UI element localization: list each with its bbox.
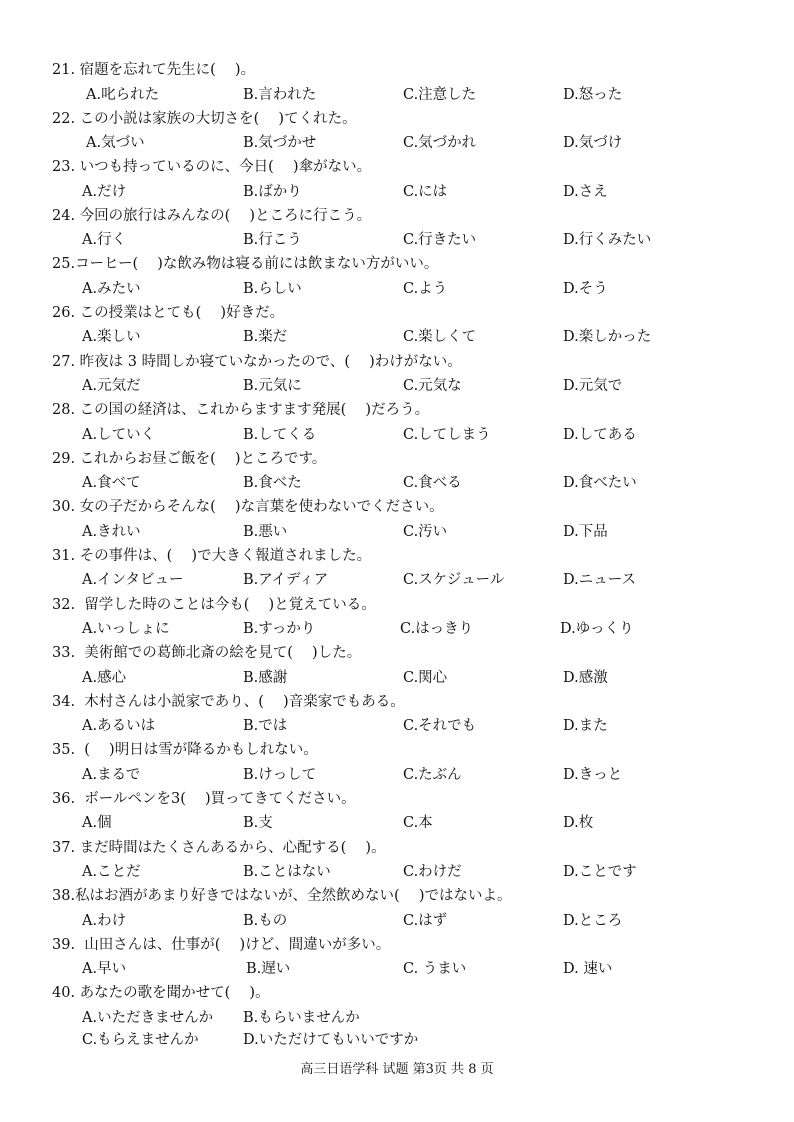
option-d: D.ニュース (563, 572, 636, 589)
question-number: 27. (52, 353, 76, 370)
question-number: 26. (52, 304, 76, 321)
question-number: 36. (52, 790, 76, 807)
question-35 (0, 740, 794, 789)
question-stem (52, 740, 318, 760)
option-a: A.行く (82, 232, 127, 249)
option-c: C.もらえませんか (82, 1032, 199, 1049)
option-b: B.遅い (246, 961, 291, 978)
option-a: A.気づい (86, 135, 145, 152)
option-c: C. うまい (403, 961, 467, 978)
option-b: B.行こう (243, 232, 302, 249)
option-a: A.だけ (82, 183, 127, 200)
question-stem (52, 157, 371, 177)
option-a: A.いっしょに (82, 621, 170, 638)
option-b: B.ばかり (243, 183, 302, 200)
question-text: まだ時間はたくさんあるから、心配する( )。 (79, 839, 386, 856)
option-a: A.いただきませんか (82, 1009, 214, 1026)
question-28 (0, 400, 794, 449)
option-b: B.もらいませんか (243, 1009, 360, 1026)
option-c: C.楽しくて (403, 329, 477, 346)
option-a: A.インタビュー (82, 572, 184, 589)
question-stem (52, 109, 357, 129)
option-d: D.下品 (563, 523, 608, 540)
option-a: A.あるいは (82, 718, 156, 735)
question-37 (0, 838, 794, 887)
question-stem (52, 935, 390, 955)
option-c: C.してしまう (403, 426, 491, 443)
question-29 (0, 449, 794, 498)
question-number: 21. (52, 62, 76, 78)
option-b: B.楽だ (243, 329, 288, 346)
question-38 (0, 886, 794, 935)
option-a: A.感心 (82, 669, 127, 686)
option-c: C.気づかれ (403, 135, 477, 152)
option-d: D.怒った (563, 86, 623, 103)
question-25 (0, 254, 794, 303)
question-stem (52, 983, 270, 1003)
question-number: 22. (52, 110, 76, 127)
question-number: 25. (52, 256, 76, 273)
question-stem (52, 595, 376, 615)
question-number: 34. (52, 693, 76, 710)
option-a: A.まるで (82, 766, 141, 783)
question-stem (52, 60, 255, 80)
question-text: 宿題を忘れて先生に( )。 (79, 62, 256, 78)
option-c: C.はっきり (400, 621, 474, 638)
option-b: B.食べた (243, 475, 302, 492)
option-b: B.では (243, 718, 288, 735)
question-text: 山田さんは、仕事が( )けど、間違いが多い。 (84, 936, 391, 953)
question-stem (52, 206, 371, 226)
option-d: D.行くみたい (563, 232, 652, 249)
question-text: 昨夜は 3 時間しか寝ていなかったので、( )わけがない。 (79, 353, 462, 370)
option-a: A.みたい (82, 280, 141, 297)
question-number: 31. (52, 547, 76, 564)
option-c: C.元気な (403, 378, 462, 395)
option-a: A.きれい (82, 523, 141, 540)
option-d: D.ゆっくり (560, 621, 634, 638)
option-d: D.ことです (563, 864, 637, 880)
question-number: 33. (52, 645, 76, 662)
question-text: その事件は、( )で大きく報道されました。 (79, 547, 372, 564)
question-40 (0, 983, 794, 1055)
option-c: C.はず (403, 912, 448, 929)
option-c: C.スケジュール (403, 572, 505, 589)
option-b: B.らしい (243, 280, 302, 297)
question-text: 美術館での葛飾北斎の絵を見て( )した。 (84, 645, 362, 662)
option-a: A.個 (82, 815, 112, 832)
option-a: A.ことだ (82, 864, 141, 880)
option-b: B.支 (243, 815, 273, 832)
question-text: 女の子だからそんな( )な言葉を使わないでください。 (79, 499, 444, 516)
question-39 (0, 935, 794, 984)
question-number: 35. (52, 742, 76, 759)
question-number: 40. (52, 985, 76, 1002)
option-c: C.行きたい (403, 232, 477, 249)
question-stem (52, 546, 371, 566)
page-footer: 高三日语学科 试题 第3页 共 8 页 (300, 1062, 494, 1077)
option-c: C.それでも (403, 718, 477, 735)
question-stem (52, 254, 438, 274)
question-number: 23. (52, 159, 76, 176)
option-b: B.してくる (243, 426, 317, 443)
option-c: C.本 (403, 815, 433, 832)
option-a: A.叱られた (86, 86, 160, 103)
question-26 (0, 303, 794, 352)
option-b: B.気づかせ (243, 135, 317, 152)
question-22 (0, 109, 794, 158)
option-b: B.感謝 (243, 669, 288, 686)
option-c: C.食べる (403, 475, 462, 492)
option-a: A.早い (82, 961, 127, 978)
question-number: 24. (52, 207, 76, 224)
option-b: B.けっして (243, 766, 317, 783)
option-b: B.言われた (243, 86, 317, 103)
question-36 (0, 789, 794, 838)
question-number: 32. (52, 596, 76, 613)
question-stem (52, 692, 405, 712)
option-c: C.には (403, 183, 448, 200)
question-text: 私はお酒があまり好きではないが、全然飲めない( )ではないよ。 (75, 888, 512, 905)
option-b: B.ことはない (243, 864, 331, 880)
question-30 (0, 497, 794, 546)
question-number: 29. (52, 450, 76, 467)
question-text: これからお昼ご飯を( )ところです。 (79, 450, 327, 467)
option-d: D.元気で (563, 378, 623, 395)
question-23 (0, 157, 794, 206)
option-b: B.アイディア (243, 572, 329, 589)
option-d: D.いただけてもいいですか (243, 1032, 419, 1049)
option-c: C.よう (403, 280, 448, 297)
question-stem (52, 497, 444, 517)
question-number: 39. (52, 936, 76, 953)
question-stem (52, 352, 462, 372)
question-text: コーヒー( )な飲み物は寝る前には飲まない方がいい。 (75, 256, 439, 273)
question-text: いつも持っているのに、今日( )傘がない。 (79, 159, 372, 176)
option-b: B.すっかり (243, 621, 316, 638)
option-c: C.関心 (403, 669, 448, 686)
question-stem (52, 789, 356, 809)
option-b: B.もの (243, 912, 288, 929)
option-d: D.また (563, 718, 608, 735)
option-a: A.わけ (82, 912, 127, 929)
option-d: D.感激 (563, 669, 608, 686)
question-stem (52, 400, 429, 420)
option-c: C.わけだ (403, 864, 462, 880)
option-a: A.食べて (82, 475, 141, 492)
question-text: この国の経済は、これからますます発展( )だろう。 (79, 402, 430, 419)
option-d: D.そう (563, 280, 608, 297)
question-text: ボールペンを3( )買ってきてください。 (84, 790, 356, 807)
question-text: 木村さんは小説家であり、( )音楽家でもある。 (84, 693, 405, 710)
question-stem (52, 886, 511, 906)
question-number: 37. (52, 839, 76, 856)
question-stem (52, 838, 386, 858)
question-31 (0, 546, 794, 595)
option-a: A.元気だ (82, 378, 141, 395)
question-text: この授業はとても( )好きだ。 (79, 304, 285, 321)
option-d: D.食べたい (563, 475, 637, 492)
option-c: C.注意した (403, 86, 477, 103)
question-number: 38. (52, 888, 76, 905)
question-32 (0, 595, 794, 644)
question-text: あなたの歌を聞かせて( )。 (79, 985, 270, 1002)
option-a: A.していく (82, 426, 156, 443)
question-stem (52, 303, 284, 323)
option-c: C.たぶん (403, 766, 462, 783)
option-b: B.悪い (243, 523, 288, 540)
question-number: 28. (52, 402, 76, 419)
option-d: D.気づけ (563, 135, 623, 152)
option-d: D.してある (563, 426, 637, 443)
question-21 (0, 60, 794, 109)
option-d: D.さえ (563, 183, 608, 200)
option-d: D. 速い (563, 961, 613, 978)
option-d: D.枚 (563, 815, 594, 832)
question-text: この小説は家族の大切さを( )てくれた。 (79, 110, 357, 127)
question-stem (52, 449, 326, 469)
question-text: 留学した時のことは今も( )と覚えている。 (84, 596, 376, 613)
question-34 (0, 692, 794, 741)
option-d: D.ところ (563, 912, 623, 929)
option-d: D.きっと (563, 766, 623, 783)
question-27 (0, 352, 794, 401)
option-a: A.楽しい (82, 329, 141, 346)
exam-questions (0, 60, 794, 1055)
question-text: ( )明日は雪が降るかもしれない。 (84, 742, 318, 759)
question-24 (0, 206, 794, 255)
question-stem (52, 643, 361, 663)
question-text: 今回の旅行はみんなの( )ところに行こう。 (79, 207, 372, 224)
option-d: D.楽しかった (563, 329, 652, 346)
option-c: C.汚い (403, 523, 448, 540)
option-b: B.元気に (243, 378, 302, 395)
question-33 (0, 643, 794, 692)
question-number: 30. (52, 499, 76, 516)
